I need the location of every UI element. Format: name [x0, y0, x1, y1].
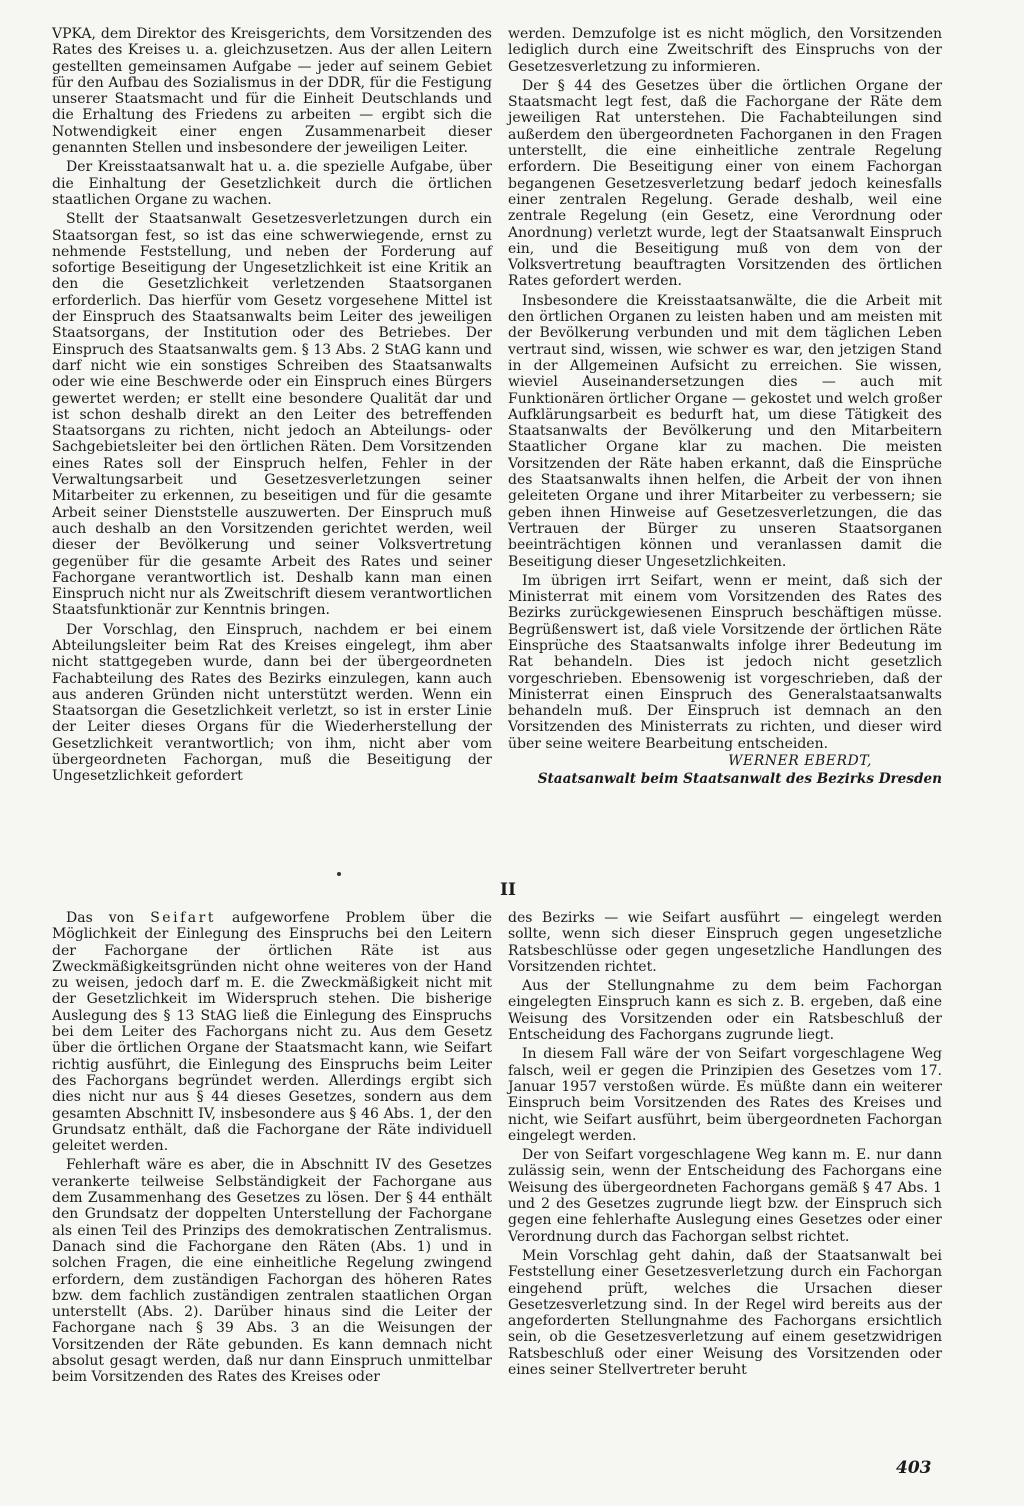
paragraph-rest: aufgeworfene Problem über die Möglichkeit der Einlegung des Einspruchs bei den Leitern der Fachorgane der örtlichen Räte ist aus Zweckmäßigkeitsgründen nicht ohne weiteres von der Hand zu weisen, jedoch darf m. E. die Zweckmäßigkeit nicht mit der Gesetzlichkeit im Widerspruch stehen. Die bisherige Auslegung des § 13 StAG ließ die Einlegung des Einspruchs bei dem Leiter des Fachorgans nicht zu. Aus dem Gesetz über die örtlichen Organe der Staatsmacht kann, wie Seifart richtig ausführt, die Einlegung des Einspruchs beim Leiter des Fachorgans begründet werden. Allerdings ergibt sich dies nicht nur aus § 44 dieses Gesetzes, sondern aus dem gesamten Abschnitt IV, insbesondere aus § 46 Abs. 1, der den Grundsatz enthält, daß die Fachorgane der Räte individuell geleitet werden.	[52, 910, 493, 1155]
paragraph: Der § 44 des Gesetzes über die örtlichen Organe der Staatsmacht legt fest, daß die Fachorgane der Räte dem jeweiligen Rat unterstehen. Die Fachabteilungen sind außerdem den übergeordneten Fachorganen in den Fragen unterstellt, die eine einheitliche zentrale Regelung erfordern. Die Beseitigung einer von einem Fachorgan begangenen Gesetzesverletzung bedarf jedoch keinesfalls einer zentralen Regelung. Gerade deshalb, weil eine zentrale Regelung (ein Gesetz, eine Verordnung oder Anordnung) verletzt wurde, legt der Staatsanwalt Einspruch ein, und die Beseitigung muß von dem von der Volksvertretung beauftragten Vorsitzenden des örtlichen Rates gefordert werden.	[508, 77, 942, 290]
signature-name: WERNER EBERDT,	[728, 753, 872, 770]
page-number: 403	[896, 1458, 932, 1478]
paragraph: des Bezirks — wie Seifart ausführt — eingelegt werden sollte, wenn sich dieser Einspruch gegen ungesetzliche Ratsbeschlüsse oder gegen ungesetzliche Handlungen des Vorsitzenden richtet.	[508, 910, 942, 975]
paragraph: werden. Demzufolge ist es nicht möglich, den Vorsitzenden lediglich durch eine Zweitschrift des Einspruchs von der Gesetzesverletzung zu informieren.	[508, 26, 942, 75]
decorative-dot	[337, 872, 341, 876]
paragraph: Mein Vorschlag geht dahin, daß der Staatsanwalt bei Feststellung einer Gesetzesverletzung durch ein Fachorgan eingehend prüft, welches die Ursachen dieser Gesetzesverletzung sind. In der Regel wird bereits aus der angeforderten Stellungnahme des Fachorgans ersichtlich sein, ob die Gesetzesverletzung auf einem gesetzwidrigen Ratsbeschluß oder einer Weisung des Vorsitzenden oder eines seiner Stellvertreter beruht	[508, 1247, 942, 1379]
paragraph: Aus der Stellungnahme zu dem beim Fachorgan eingelegten Einspruch kann es sich z. B. ergeben, daß eine Weisung des Vorsitzenden oder ein Ratsbeschluß der Entscheidung des Fachorgans zugrunde liegt.	[508, 978, 942, 1044]
signature-role: Staatsanwalt beim Staatsanwalt des Bezirks Dresden	[537, 771, 942, 788]
author-name: Seifart	[150, 910, 216, 926]
paragraph: Stellt der Staatsanwalt Gesetzesverletzungen durch ein Staatsorgan fest, so ist das eine schwerwiegende, ernst zu nehmende Feststellung, und neben der Forderung auf sofortige Beseitigung der Ungesetzlichkeit ist eine Kritik an den die Gesetzlichkeit verletzenden Staatsorganen erforderlich. Das hierfür vom Gesetz vorgesehene Mittel ist der Einspruch des Staatsanwalts beim Leiter des jeweiligen Staatsorgans, der Institution oder des Betriebes. Der Einspruch des Staatsanwalts gem. § 13 Abs. 2 StAG kann und darf nicht wie ein sonstiges Schreiben des Staatsanwalts oder wie eine Beschwerde oder ein Einspruch eines Bürgers gewertet werden; er stellt eine besondere Qualität dar und ist schon deshalb direkt an den Leiter des betreffenden Staatsorgans zu richten, nicht jedoch an Abteilungs- oder Sachgebietsleiter bei den örtlichen Räten. Dem Vorsitzenden eines Rates soll der Einspruch helfen, Fehler in der Verwaltungsarbeit und Gesetzesverletzungen seiner Mitarbeiter zu erkennen, zu beseitigen und für die gesamte Arbeit seiner Dienststelle auszuwerten. Der Einspruch muß auch deshalb an den Vorsitzenden gerichtet werden, weil dieser der Bevölkerung und seiner Volksvertretung gegenüber für die gesamte Arbeit des Rates und seiner Fachorgane verantwortlich ist. Deshalb kann man einen Einspruch nicht nur als Zweitschrift diesem verantwortlichen Staatsfunktionär zur Kenntnis bringen.	[52, 211, 492, 619]
paragraph: Der von Seifart vorgeschlagene Weg kann m. E. nur dann zulässig sein, wenn der Entscheidung des Fachorgans eine Weisung des übergeordneten Fachorgans gemäß § 47 Abs. 1 und 2 des Gesetzes zugrunde liegt bzw. der Einspruch sich gegen eine fehlerhafte Auslegung eines Gesetzes oder einer Verordnung durch das Fachorgan selbst richtet.	[508, 1147, 942, 1245]
column-right-top	[508, 26, 942, 788]
paragraph: Insbesondere die Kreisstaatsanwälte, die die Arbeit mit den örtlichen Organen zu leisten haben und am meisten mit der Bevölkerung verbunden und mit dem täglichen Leben vertraut sind, wissen, wie schwer es war, den jetzigen Stand in der Allgemeinen Aufsicht zu erreichen. Sie wissen, wieviel Auseinandersetzungen dies — auch mit Funktionären örtlicher Organe — gekostet und welch großer Aufklärungsarbeit es bedurft hat, um diese Tätigkeit des Staatsanwalts der Bevölkerung und den Mitarbeitern Staatlicher Organe klar zu machen. Die meisten Vorsitzenden der Räte haben erkannt, daß die Einsprüche des Staatsanwalts ihnen helfen, die Arbeit der von ihnen geleiteten Organe und ihrer Mitarbeiter zu verbessern; sie geben ihnen Hinweise auf Gesetzesverletzungen, die das Vertrauen der Bürger zu unseren Staatsorganen beeinträchtigen können und veranlassen damit die Beseitigung dieser Ungesetzlichkeiten.	[508, 292, 942, 570]
column-left-top	[52, 26, 492, 785]
section-numeral: II	[500, 880, 516, 900]
paragraph: Der Vorschlag, den Einspruch, nachdem er bei einem Abteilungsleiter beim Rat des Kreises eingelegt, ihm aber nicht stattgegeben wurde, dann bei der übergeordneten Fachabteilung des Rates des Bezirks einzulegen, kann auch aus anderen Gründen nicht unterstützt werden. Wenn ein Staatsorgan die Gesetzlichkeit verletzt, so ist in erster Linie der Leiter dieses Organs für die Wiederherstellung der Gesetzlichkeit verantwortlich; von ihm, nicht aber vom übergeordneten Fachorgan, muß die Beseitigung der Ungesetzlichkeit gefordert	[52, 621, 492, 785]
paragraph-lead: Das von	[66, 910, 151, 926]
paragraph: Fehlerhaft wäre es aber, die in Abschnitt IV des Gesetzes verankerte teilweise Selbständigkeit der Fachorgane aus dem Zusammenhang des Gesetzes zu lösen. Der § 44 enthält den Grundsatz der doppelten Unterstellung der Fachorgane als einen Teil des Prinzips des demokratischen Zentralismus. Danach sind die Fachorgane den Räten (Abs. 1) und in solchen Fragen, die eine einheitliche Regelung zwingend erfordern, dem zuständigen Fachorgan des höheren Rates bzw. dem fachlich zuständigen zentralen staatlichen Organ unterstellt (Abs. 2). Darüber hinaus sind die Leiter der Fachorgane nach § 39 Abs. 3 an die Weisungen der Vorsitzenden der Räte gebunden. Es kann demnach nicht absolut gesagt werden, daß nur dann Einspruch unmittelbar beim Vorsitzenden des Rates des Kreises oder	[52, 1157, 492, 1386]
column-left-bottom	[52, 910, 492, 1386]
column-right-bottom	[508, 910, 942, 1378]
paragraph	[52, 910, 492, 1154]
paragraph: Der Kreisstaatsanwalt hat u. a. die spezielle Aufgabe, über die Einhaltung der Gesetzlichkeit durch die örtlichen staatlichen Organe zu wachen.	[52, 159, 492, 208]
paragraph: Im übrigen irrt Seifart, wenn er meint, daß sich der Ministerrat mit einem vom Vorsitzenden des Rates des Bezirks zurückgewiesenen Einspruch beschäftigen müsse. Begrüßenswert ist, daß viele Vorsitzende der örtlichen Räte Einsprüche des Staatsanwalts infolge ihrer Bedeutung im Rat behandeln. Dies ist jedoch nicht gesetzlich vorgeschrieben. Ebensowenig ist vorgeschrieben, daß der Ministerrat einen Einspruch des Generalstaatsanwalts behandeln muß. Der Einspruch ist demnach an den Vorsitzenden des Ministerrats zu richten, und dieser wird über seine weitere Bearbeitung entscheiden.	[508, 572, 942, 752]
paragraph: VPKA, dem Direktor des Kreisgerichts, dem Vorsitzenden des Rates des Kreises u. a. gleichzusetzen. Aus der allen Leitern gestellten gemeinsamen Aufgabe — jeder auf seinem Gebiet für den Aufbau des Sozialismus in der DDR, für die Festigung unserer Staatsmacht und für die Einheit Deutschlands und die Erhaltung des Friedens zu arbeiten — ergibt sich die Notwendigkeit einer engen Zusammenarbeit dieser genannten Stellen und insbesondere der jeweiligen Leiter.	[52, 26, 492, 157]
paragraph: In diesem Fall wäre der von Seifart vorgeschlagene Weg falsch, weil er gegen die Prinzipien des Gesetzes vom 17. Januar 1957 verstoßen würde. Es müßte dann ein weiterer Einspruch beim Vorsitzenden des Rates des Kreises und nicht, wie Seifart ausführt, beim übergeordneten Fachorgan eingelegt werden.	[508, 1046, 942, 1144]
